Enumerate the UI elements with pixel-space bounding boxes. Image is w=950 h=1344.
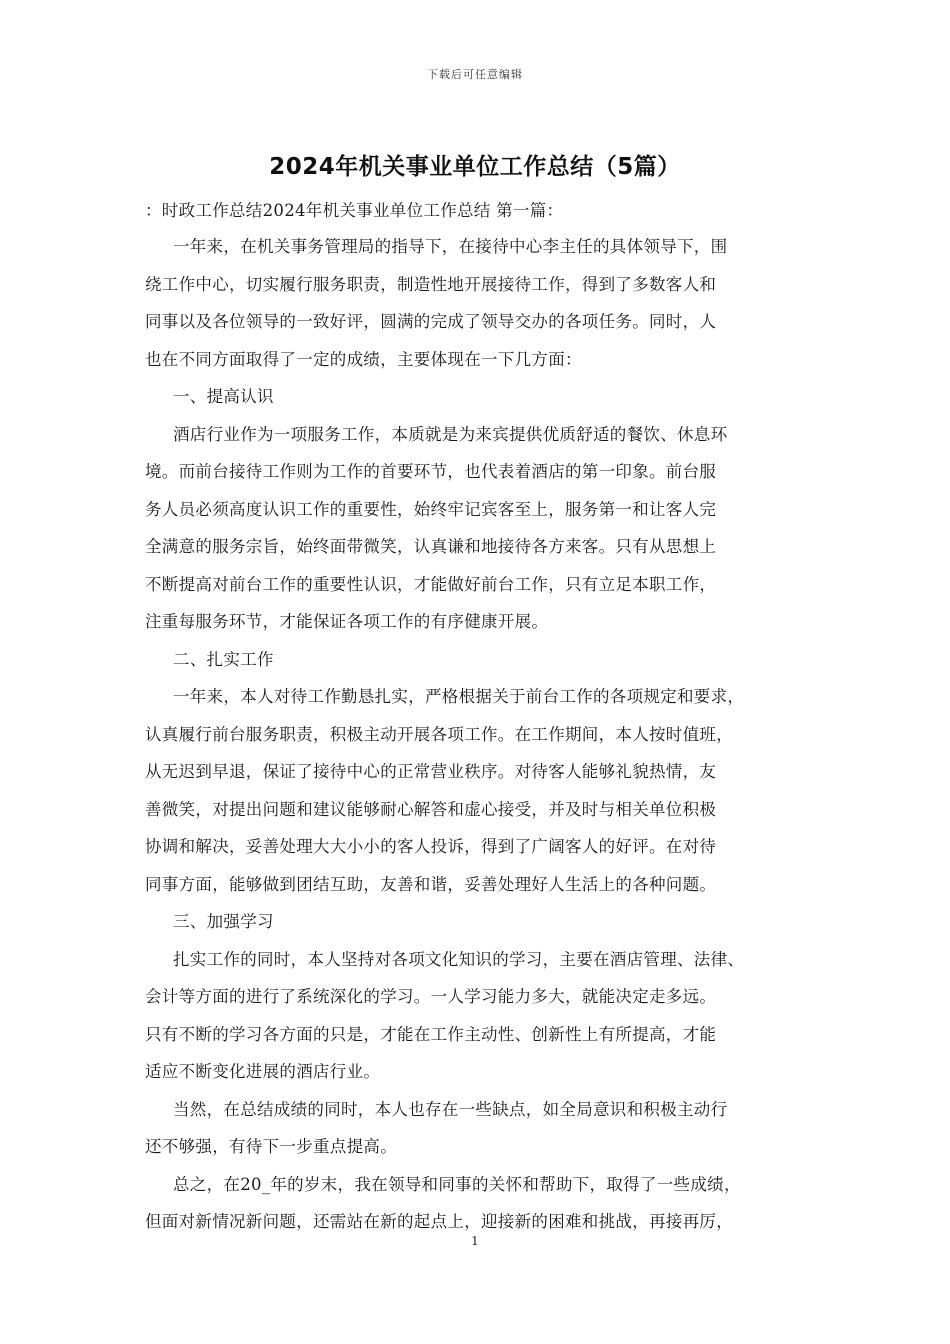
body-line: 善微笑，对提出问题和建议能够耐心解答和虚心接受，并及时与相关单位积极 (145, 799, 717, 819)
body-line: 还不够强，有待下一步重点提高。 (145, 1137, 397, 1156)
body-line: 协调和解决，妥善处理大大小小的客人投诉，得到了广阔客人的好评。在对待 (145, 837, 717, 856)
page-number: 1 (471, 1234, 479, 1248)
body-line: 同事以及各位领导的一致好评，圆满的完成了领导交办的各项任务。同时，人 (145, 312, 717, 331)
body-lines (145, 228, 807, 1241)
body-line: 扎实工作的同时，本人坚持对各项文化知识的学习，主要在酒店管理、法律、 (173, 949, 745, 969)
body-line: 也在不同方面取得了一定的成绩，主要体现在一下几方面： (145, 349, 582, 369)
document-body (145, 196, 807, 1241)
body-line: 绕工作中心，切实履行服务职责，制造性地开展接待工作，得到了多数客人和 (145, 274, 717, 294)
body-line: 务人员必须高度认识工作的重要性，始终牢记宾客至上，服务第一和让客人完 (145, 499, 717, 519)
body-line: 酒店行业作为一项服务工作，本质就是为来宾提供优质舒适的餐饮、休息环 (173, 424, 728, 444)
body-line: 会计等方面的进行了系统深化的学习。一人学习能力多大，就能决定走多远。 (145, 987, 717, 1006)
body-line: 从无迟到早退，保证了接待中心的正常营业秩序。对待客人能够礼貌热情，友 (145, 762, 717, 781)
body-line: 不断提高对前台工作的重要性认识，才能做好前台工作，只有立足本职工作， (145, 574, 717, 594)
body-line: 境。而前台接待工作则为工作的首要环节，也代表着酒店的第一印象。前台服 (145, 462, 717, 481)
document-subtitle: ：时政工作总结2024年机关事业单位工作总结 第一篇： (145, 201, 564, 220)
body-line: 一年来，在机关事务管理局的指导下，在接待中心李主任的具体领导下，围 (173, 237, 728, 256)
body-line: 三、加强学习 (173, 912, 274, 931)
body-line: 适应不断变化进展的酒店行业。 (145, 1062, 381, 1081)
body-line: 一年来，本人对待工作勤恳扎实，严格根据关于前台工作的各项规定和要求， (173, 687, 745, 706)
body-line: 一、提高认识 (173, 387, 274, 406)
body-line: 但面对新情况新问题，还需站在新的起点上，迎接新的困难和挑战，再接再厉， (145, 1212, 733, 1231)
header-note: 下载后可任意编辑 (427, 68, 523, 81)
body-line: 只有不断的学习各方面的只是，才能在工作主动性、创新性上有所提高，才能 (145, 1024, 717, 1044)
body-line: 二、扎实工作 (173, 649, 274, 669)
document-title: 2024年机关事业单位工作总结（5篇） (269, 154, 681, 180)
body-line: 同事方面，能够做到团结互助，友善和谐，妥善处理好人生活上的各种问题。 (145, 874, 717, 894)
body-line: 注重每服务环节，才能保证各项工作的有序健康开展。 (145, 612, 549, 631)
body-line: 全满意的服务宗旨，始终面带微笑，认真谦和地接待各方来客。只有从思想上 (145, 537, 717, 556)
body-line: 当然，在总结成绩的同时，本人也存在一些缺点，如全局意识和积极主动行 (173, 1099, 728, 1119)
body-line: 认真履行前台服务职责，积极主动开展各项工作。在工作期间，本人按时值班， (145, 724, 733, 744)
body-line: 总之，在20_年的岁末，我在领导和同事的关怀和帮助下，取得了一些成绩， (173, 1174, 741, 1194)
